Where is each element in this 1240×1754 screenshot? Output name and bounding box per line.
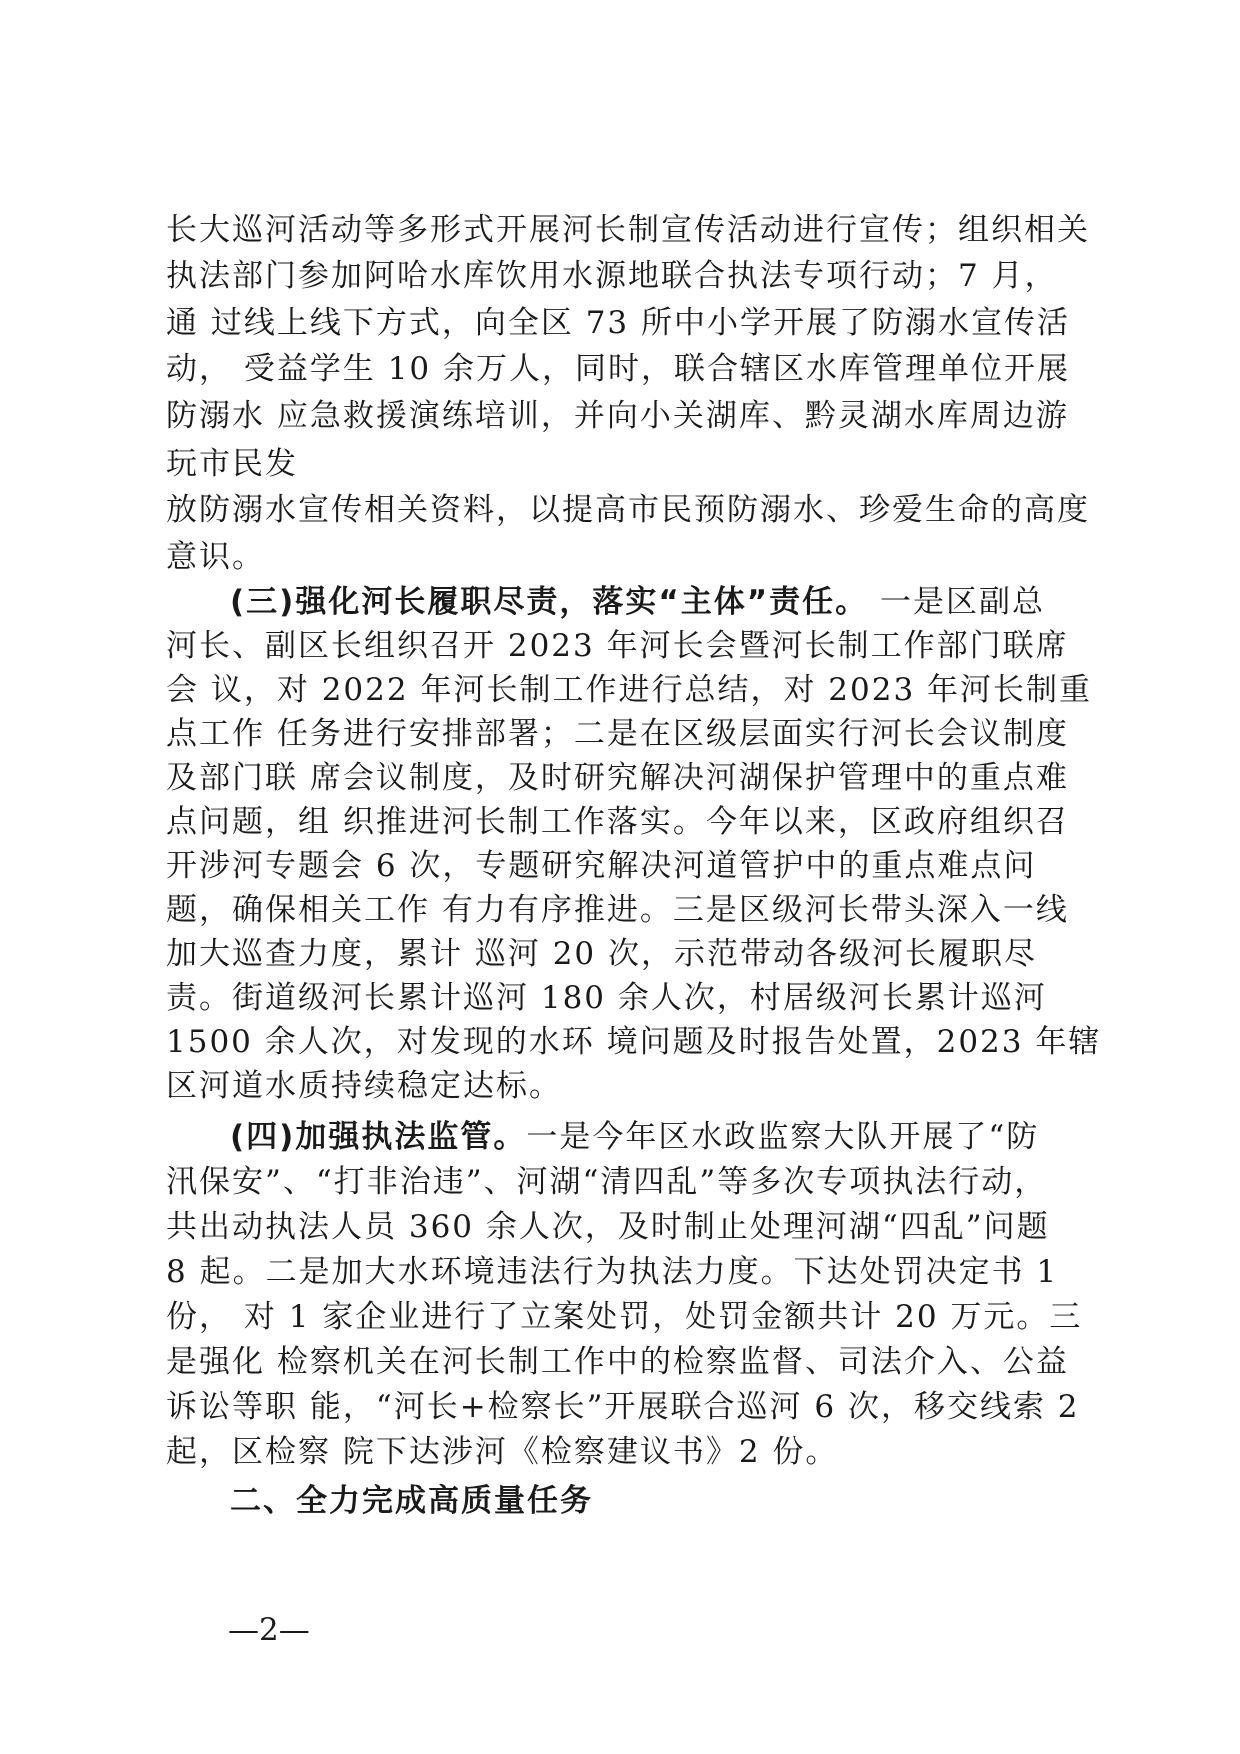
section-two-heading: 二、全力完成高质量任务 — [230, 1483, 593, 1519]
text-line: 放防溺水宣传相关资料，以提高市民预防溺水、珍爱生命的高度 — [166, 492, 1090, 528]
text-line: 诉讼等职 能，“河长+检察长”开展联合巡河 6 次，移交线索 2 — [166, 1389, 1080, 1425]
text-line: 汛保安”、“打非治违”、河湖“清四乱”等多次专项执法行动， — [166, 1164, 1048, 1200]
text-line: 加大巡查力度，累计 巡河 20 次，示范带动各级河长履职尽 — [166, 936, 1038, 972]
text-line: 玩市民发 — [166, 446, 298, 482]
section-three-lead-text: 一是区副总 — [868, 584, 1045, 620]
text-line: 区河道水质持续稳定达标。 — [166, 1068, 562, 1104]
section-three-first-line — [230, 582, 1045, 622]
text-line: 共出动执法人员 360 余人次，及时制止处理河湖“四乱”问题 — [166, 1209, 1050, 1245]
text-line: 长大巡河活动等多形式开展河长制宣传活动进行宣传；组织相关 — [166, 212, 1090, 248]
text-line: 意识。 — [166, 539, 265, 575]
text-line: 通 过线上线下方式，向全区 73 所中小学开展了防溺水宣传活 — [166, 305, 1071, 341]
text-line: 1500 余人次，对发现的水环 境问题及时报告处置，2023 年辖 — [166, 1024, 1102, 1060]
text-line: 点工作 任务进行安排部署；二是在区级层面实行河长会议制度 — [166, 716, 1069, 752]
text-line: 是强化 检察机关在河长制工作中的检察监督、司法介入、公益 — [166, 1344, 1069, 1380]
text-line: 会 议，对 2022 年河长制工作进行总结，对 2023 年河长制重 — [166, 672, 1093, 708]
section-four-first-line — [230, 1117, 1039, 1157]
text-line: 责。街道级河长累计巡河 180 余人次，村居级河长累计巡河 — [166, 980, 1047, 1016]
text-line: 份， 对 1 家企业进行了立案处罚，处罚金额共计 20 万元。三 — [166, 1299, 1083, 1335]
text-line: 题，确保相关工作 有力有序推进。三是区级河长带头深入一线 — [166, 892, 1069, 928]
text-line: 动， 受益学生 10 余万人，同时，联合辖区水库管理单位开展 — [166, 351, 1071, 387]
text-line: 执法部门参加阿哈水库饮用水源地联合执法专项行动；7 月， — [166, 258, 1058, 294]
section-four-lead-text: 一是今年区水政监察大队开展了“防 — [526, 1119, 1040, 1155]
section-four-heading: (四)加强执法监管。 — [230, 1119, 527, 1155]
page-number: —2— — [228, 1612, 310, 1648]
text-line: 防溺水 应急救援演练培训，并向小关湖库、黔灵湖水库周边游 — [166, 398, 1069, 434]
text-line: 开涉河专题会 6 次，专题研究解决河道管护中的重点难点问 — [166, 848, 1037, 884]
text-line: 起，区检察 院下达涉河《检察建议书》2 份。 — [166, 1434, 839, 1470]
text-line: 8 起。二是加大水环境违法行为执法力度。下达处罚决定书 1 — [166, 1254, 1059, 1290]
text-line: 及部门联 席会议制度，及时研究解决河湖保护管理中的重点难 — [166, 760, 1069, 796]
section-three-heading: (三)强化河长履职尽责，落实“主体”责任。 — [230, 584, 869, 620]
text-line: 点问题，组 织推进河长制工作落实。今年以来，区政府组织召 — [166, 804, 1069, 840]
text-line: 河长、副区长组织召开 2023 年河长会暨河长制工作部门联席 — [166, 628, 1069, 664]
